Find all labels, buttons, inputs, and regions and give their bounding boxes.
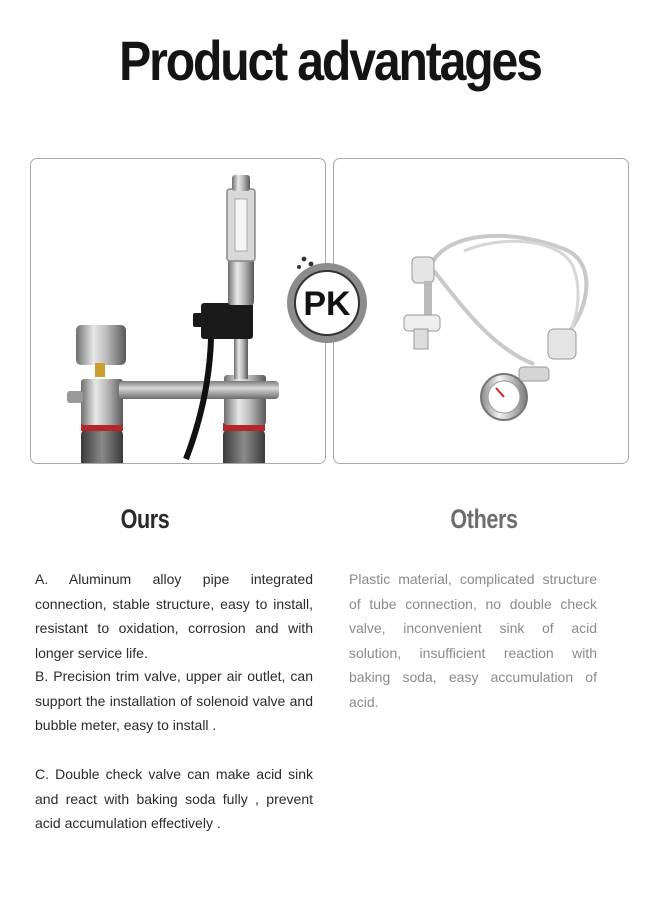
ours-point-c: C. Double check valve can make acid sink and react with baking soda fully , prevent acid accumulation effectively . (35, 766, 313, 831)
ours-product-panel (30, 158, 326, 464)
page-title: Product advantages (119, 29, 541, 92)
others-product-panel (333, 158, 629, 464)
ours-product-image (31, 159, 325, 463)
logo-lettering: PK (303, 285, 351, 323)
pk-logo-icon (284, 253, 370, 345)
ours-point-b: B. Precision trim valve, upper air outlet, can support the installation of solenoid valve and bubble meter, easy to install . (35, 668, 313, 733)
others-product-image (334, 159, 628, 463)
ours-heading: Ours (120, 504, 170, 534)
ours-point-a: A. Aluminum alloy pipe integrated connection, stable structure, easy to install, resistant to oxidation, corrosion and with longer service life. (35, 571, 313, 661)
others-description: Plastic material, complicated structure of tube connection, no double check valve, inconvenient sink of acid solution, insufficient reaction with baking soda, easy accumulation of acid. (349, 571, 597, 710)
others-heading: Others (450, 504, 518, 534)
